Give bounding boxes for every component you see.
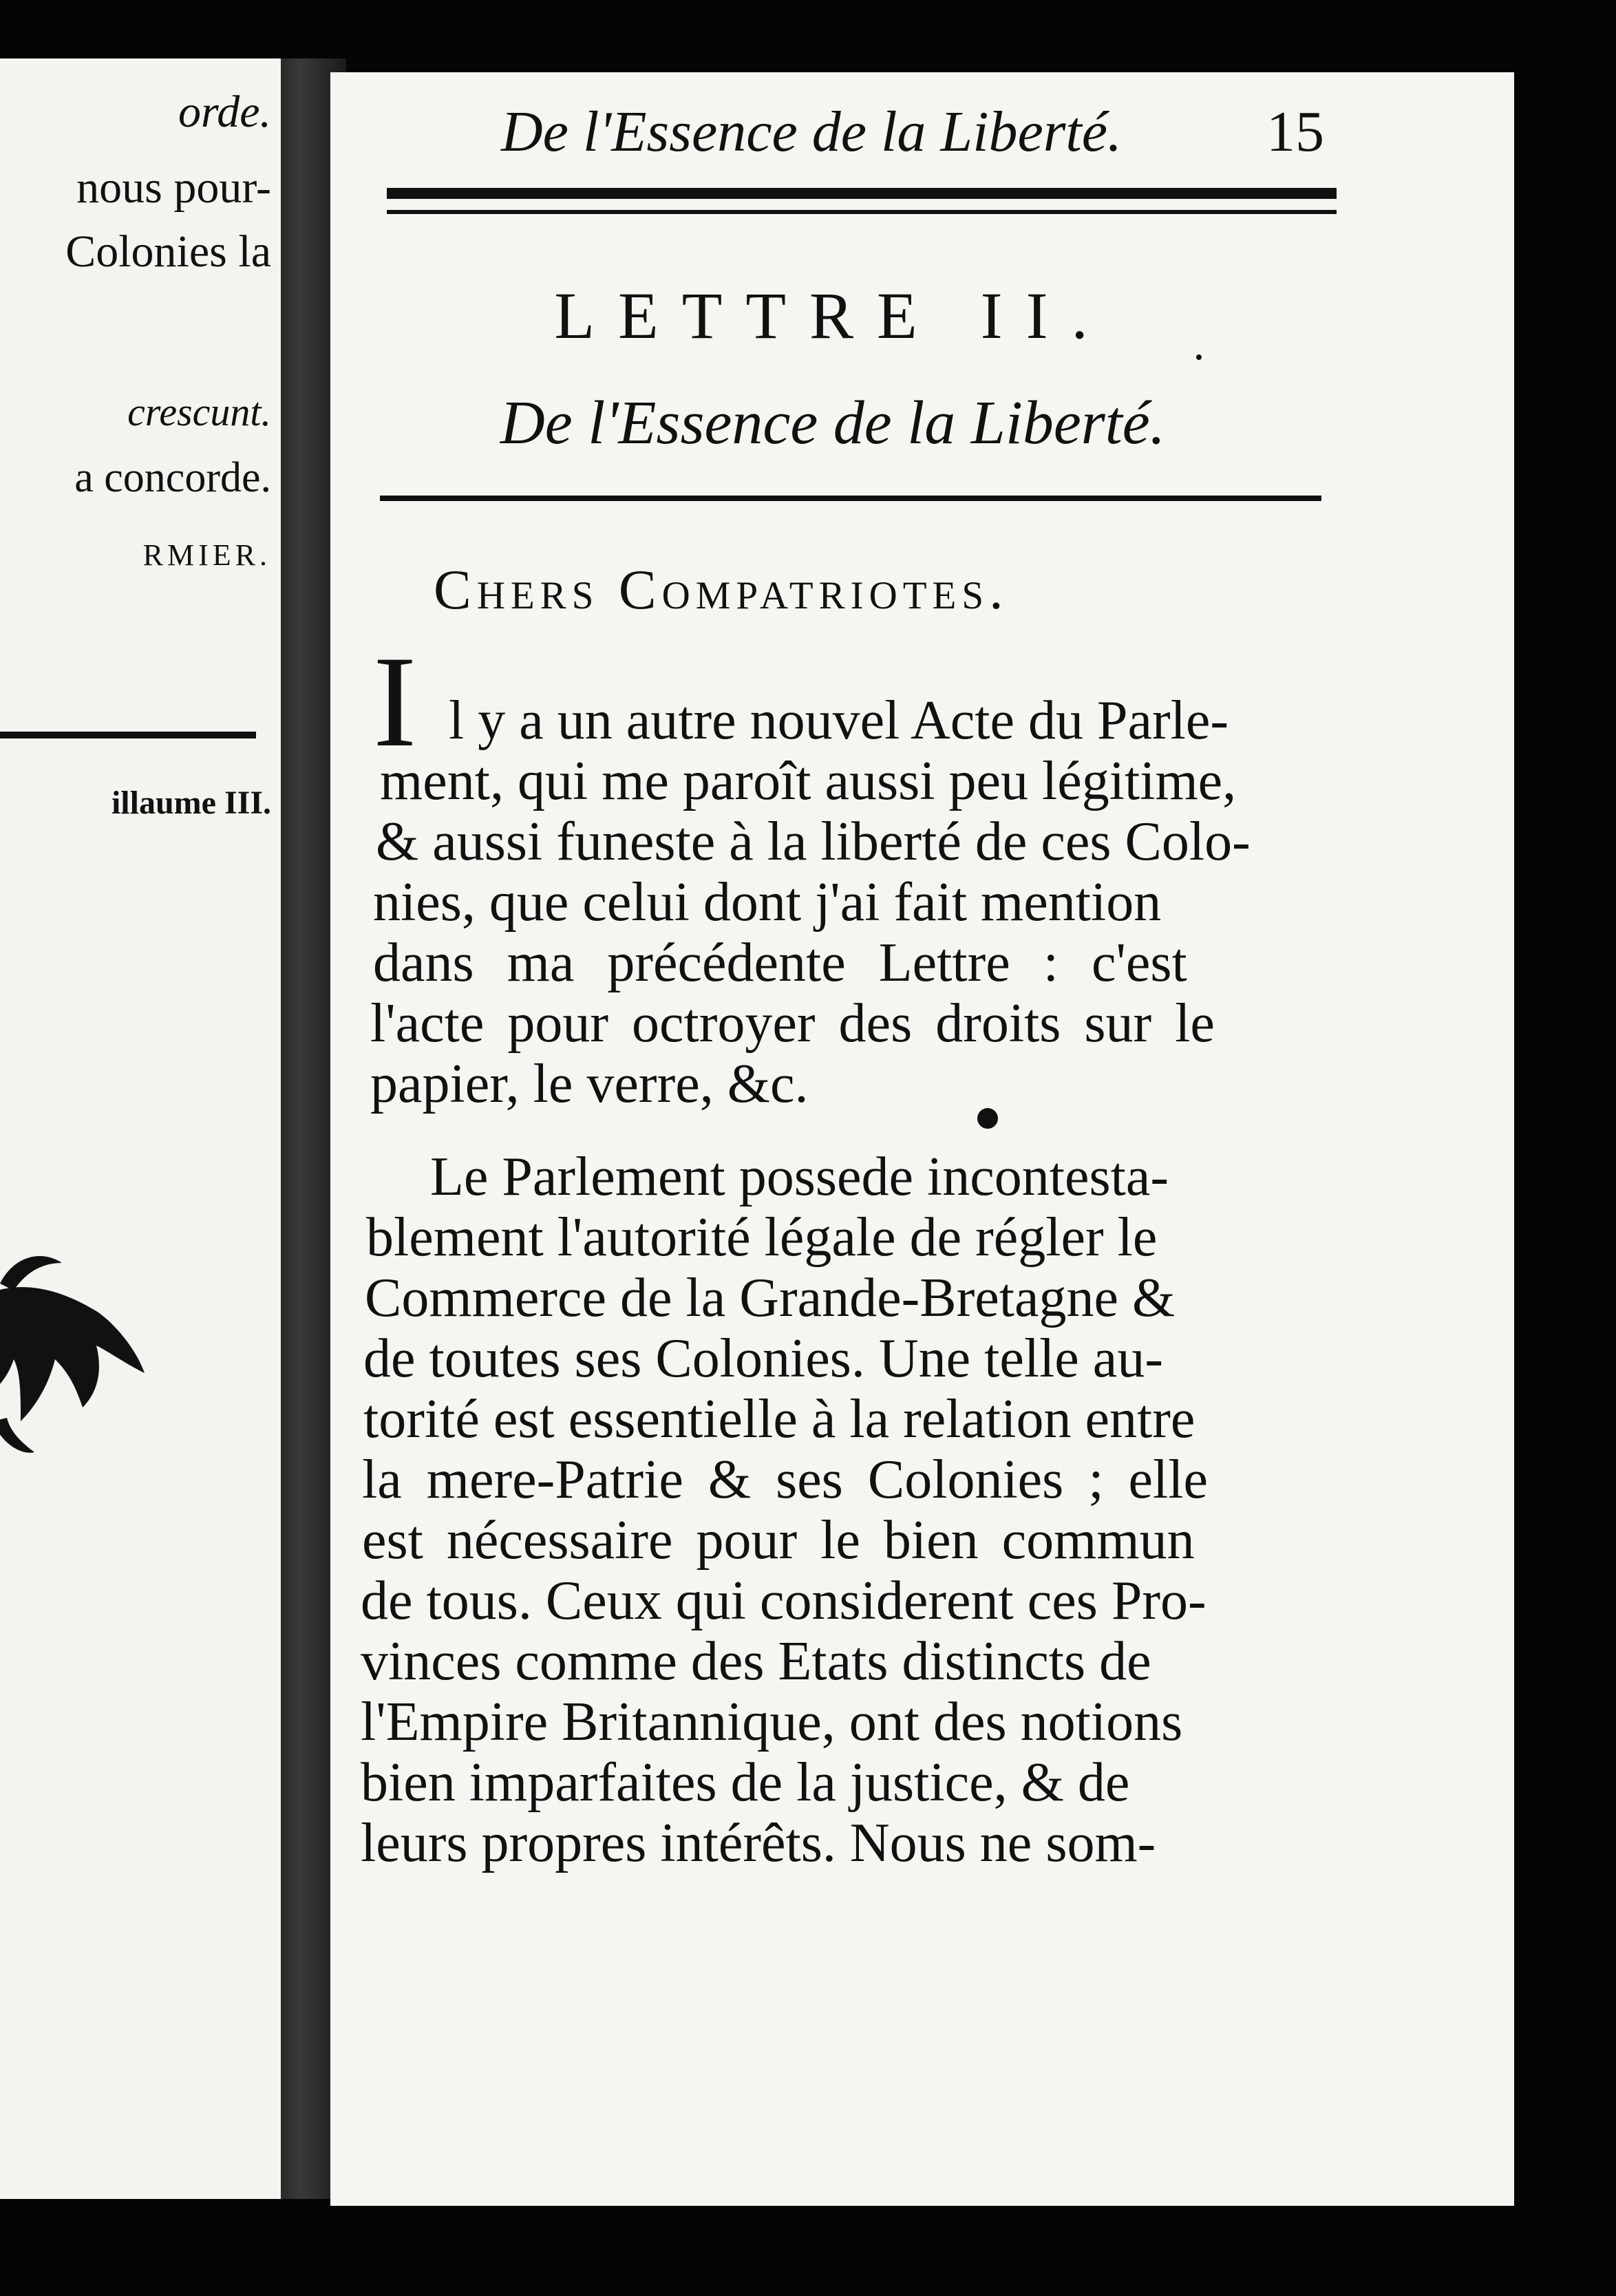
floral-ornament-icon [0,1215,158,1463]
body-line: l y a un autre nouvel Acte du Parle- [449,690,1229,751]
left-page-line: RMIER. [142,538,271,572]
ink-speck [977,1108,998,1129]
body-line: Commerce de la Grande-Bretagne & [365,1268,1176,1328]
left-page-line: illaume III. [111,785,271,821]
body-line: de tous. Ceux qui considerent ces Pro- [361,1571,1206,1631]
body-line: de toutes ses Colonies. Une telle au- [363,1328,1163,1389]
left-page-line: nous pour- [76,162,271,213]
body-line: l'Empire Britannique, ont des notions [361,1692,1183,1752]
body-line: blement l'autorité légale de régler le [366,1207,1158,1268]
body-line: ment, qui me paroît aussi peu légitime, [380,751,1237,811]
left-page-line: Colonies la [65,226,271,277]
ink-speck [1196,354,1202,360]
left-page-rule [0,732,256,738]
body-line: la mere-Patrie & ses Colonies ; elle [362,1449,1209,1510]
body-line: papier, le verre, &c. [370,1054,809,1114]
left-page-line: orde. [178,87,271,137]
left-page-line: a concorde. [74,454,271,501]
drop-cap: I [373,630,417,774]
right-page [330,72,1514,2206]
header-rule-thick [387,188,1337,199]
running-head: De l'Essence de la Liberté. [501,100,1123,164]
body-line: leurs propres intérêts. Nous ne som- [361,1813,1156,1873]
body-line: torité est essentielle à la relation entre [363,1389,1195,1449]
body-line: est nécessaire pour le bien commun [362,1510,1195,1571]
salutation: Chers Compatriotes. [434,558,1009,621]
body-line: Le Parlement possede incontesta- [430,1147,1169,1207]
letter-title: LETTRE II. [554,279,1112,352]
title-rule [380,496,1321,501]
body-line: l'acte pour octroyer des droits sur le [370,993,1215,1054]
page-number: 15 [1266,100,1324,164]
body-line: bien imparfaites de la justice, & de [361,1752,1130,1813]
header-rule-thin [387,210,1337,214]
left-page [0,59,281,2199]
body-line: & aussi funeste à la liberté de ces Colo- [376,811,1251,872]
body-line: vinces comme des Etats distincts de [361,1631,1151,1692]
body-line: dans ma précédente Lettre : c'est [373,933,1187,993]
body-line: nies, que celui dont j'ai fait mention [373,872,1162,933]
left-page-line: crescunt. [127,390,271,434]
letter-subtitle: De l'Essence de la Liberté. [500,389,1166,457]
